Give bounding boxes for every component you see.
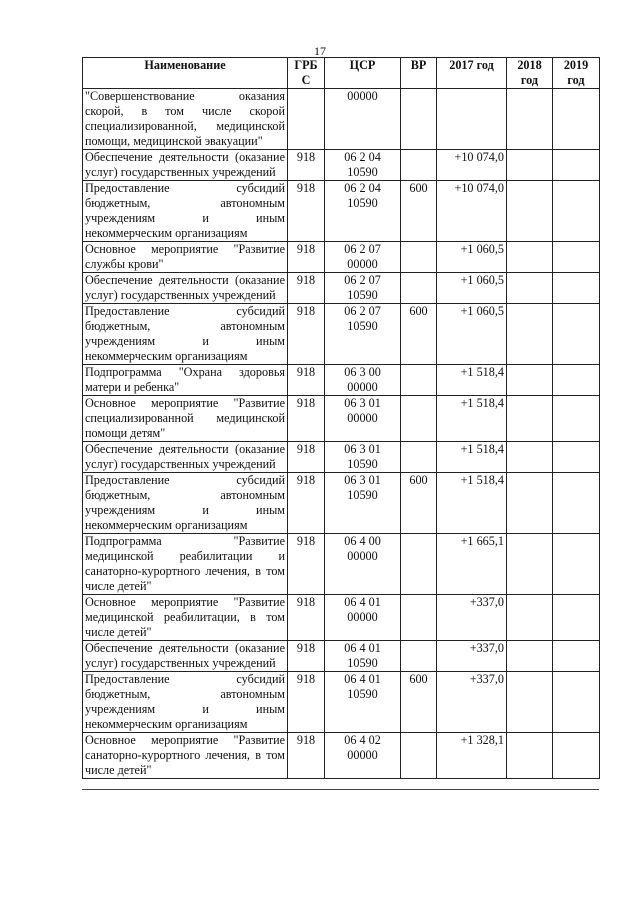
row-csr-line1: 06 4 01 [344, 672, 381, 686]
row-2017: +1 060,5 [437, 273, 507, 304]
header-vr: ВР [401, 58, 437, 89]
row-name: Обеспечение деятельности (оказание услуг) государственных учреждений [83, 442, 288, 473]
row-csr-line1: 06 3 01 [344, 396, 381, 410]
row-csr-line2: 00000 [347, 549, 378, 563]
row-csr [325, 733, 401, 779]
row-2018 [507, 365, 553, 396]
row-2018 [507, 304, 553, 365]
row-csr-line1: 06 2 07 [344, 304, 381, 318]
table-row [83, 396, 600, 442]
header-2019: 2019 год [553, 58, 600, 89]
row-csr-line2: 10590 [347, 196, 378, 210]
row-csr [325, 181, 401, 242]
row-grbs: 918 [288, 396, 325, 442]
row-2019 [553, 396, 600, 442]
row-name: Подпрограмма "Охрана здоровья матери и ребенка" [83, 365, 288, 396]
table-row [83, 273, 600, 304]
row-csr [325, 396, 401, 442]
table-body [83, 89, 600, 779]
table-row [83, 181, 600, 242]
row-vr: 600 [401, 672, 437, 733]
row-grbs: 918 [288, 365, 325, 396]
row-2018 [507, 442, 553, 473]
row-vr [401, 89, 437, 150]
row-csr-line2: 10590 [347, 319, 378, 333]
row-vr [401, 595, 437, 641]
row-csr-line2: 10590 [347, 288, 378, 302]
row-2017: +10 074,0 [437, 150, 507, 181]
row-2018 [507, 89, 553, 150]
row-grbs: 918 [288, 273, 325, 304]
row-grbs: 918 [288, 242, 325, 273]
row-2017: +1 518,4 [437, 473, 507, 534]
row-2018 [507, 473, 553, 534]
row-vr: 600 [401, 181, 437, 242]
row-vr [401, 641, 437, 672]
row-grbs: 918 [288, 641, 325, 672]
row-grbs: 918 [288, 534, 325, 595]
row-2017: +1 060,5 [437, 242, 507, 273]
row-vr: 600 [401, 304, 437, 365]
row-2018 [507, 641, 553, 672]
page-number: 17 [314, 44, 326, 58]
row-name: Обеспечение деятельности (оказание услуг) государственных учреждений [83, 273, 288, 304]
row-2018 [507, 273, 553, 304]
row-vr: 600 [401, 473, 437, 534]
row-2018 [507, 396, 553, 442]
row-csr-line2: 10590 [347, 488, 378, 502]
table-row [83, 150, 600, 181]
row-grbs: 918 [288, 442, 325, 473]
budget-table [82, 57, 600, 779]
row-csr [325, 150, 401, 181]
row-2019 [553, 273, 600, 304]
row-csr-line2: 10590 [347, 656, 378, 670]
row-name: Обеспечение деятельности (оказание услуг) государственных учреждений [83, 150, 288, 181]
row-csr [325, 89, 401, 150]
row-csr-line1: 06 2 04 [344, 150, 381, 164]
row-name: Основное мероприятие "Развитие службы крови" [83, 242, 288, 273]
row-csr-line2: 00000 [347, 748, 378, 762]
row-2019 [553, 89, 600, 150]
row-2019 [553, 181, 600, 242]
table-row [83, 304, 600, 365]
row-grbs: 918 [288, 181, 325, 242]
row-2019 [553, 672, 600, 733]
row-csr-line1: 06 3 01 [344, 473, 381, 487]
header-name: Наименование [83, 58, 288, 89]
row-grbs: 918 [288, 672, 325, 733]
row-grbs: 918 [288, 473, 325, 534]
row-csr-line2: 00000 [347, 257, 378, 271]
row-2018 [507, 672, 553, 733]
row-csr-line2: 10590 [347, 457, 378, 471]
table-header [83, 58, 600, 89]
row-name: Предоставление субсидий бюджетным, автономным учреждениям и иным некоммерческим организациям [83, 672, 288, 733]
row-csr [325, 242, 401, 273]
row-grbs: 918 [288, 150, 325, 181]
row-2018 [507, 595, 553, 641]
table-row [83, 733, 600, 779]
row-csr [325, 273, 401, 304]
row-csr-line1: 06 4 01 [344, 595, 381, 609]
row-name: Основное мероприятие "Развитие санаторно-курортного лечения, в том числе детей" [83, 733, 288, 779]
table-row [83, 473, 600, 534]
header-2017: 2017 год [437, 58, 507, 89]
row-2017 [437, 89, 507, 150]
row-csr-line2: 10590 [347, 687, 378, 701]
row-2018 [507, 733, 553, 779]
row-csr-line1: 06 4 01 [344, 641, 381, 655]
row-2019 [553, 304, 600, 365]
row-2017: +1 328,1 [437, 733, 507, 779]
row-vr [401, 733, 437, 779]
row-vr [401, 150, 437, 181]
table-row [83, 595, 600, 641]
row-name: Предоставление субсидий бюджетным, автономным учреждениям и иным некоммерческим организациям [83, 181, 288, 242]
row-2017: +1 518,4 [437, 442, 507, 473]
header-2018: 2018 год [507, 58, 553, 89]
row-name: Основное мероприятие "Развитие специализированной медицинской помощи детям" [83, 396, 288, 442]
row-2017: +10 074,0 [437, 181, 507, 242]
page-bottom-rule [82, 789, 599, 790]
row-csr [325, 442, 401, 473]
row-csr-line1: 06 4 00 [344, 534, 381, 548]
table-row [83, 89, 600, 150]
row-csr-line2: 10590 [347, 165, 378, 179]
row-2018 [507, 534, 553, 595]
row-2018 [507, 150, 553, 181]
table-row [83, 672, 600, 733]
row-csr [325, 595, 401, 641]
row-csr-line1: 06 2 04 [344, 181, 381, 195]
row-csr-line1: 06 2 07 [344, 273, 381, 287]
row-2019 [553, 595, 600, 641]
row-csr [325, 534, 401, 595]
row-csr [325, 672, 401, 733]
row-2019 [553, 534, 600, 595]
row-csr-line1: 00000 [347, 89, 378, 103]
row-csr [325, 641, 401, 672]
row-csr-line1: 06 2 07 [344, 242, 381, 256]
row-csr-line2: 00000 [347, 610, 378, 624]
row-vr [401, 442, 437, 473]
row-name: "Совершенствование оказания скорой, в том числе скорой специализированной, медицинской помощи, медицинской эвакуации" [83, 89, 288, 150]
row-csr [325, 304, 401, 365]
row-name: Предоставление субсидий бюджетным, автономным учреждениям и иным некоммерческим организациям [83, 473, 288, 534]
row-vr [401, 365, 437, 396]
row-csr [325, 365, 401, 396]
row-2017: +337,0 [437, 595, 507, 641]
row-vr [401, 534, 437, 595]
row-2017: +337,0 [437, 641, 507, 672]
row-grbs: 918 [288, 595, 325, 641]
row-csr-line1: 06 3 01 [344, 442, 381, 456]
row-2019 [553, 641, 600, 672]
row-csr-line1: 06 3 00 [344, 365, 381, 379]
header-grbs: ГРБ С [288, 58, 325, 89]
table-row [83, 365, 600, 396]
table-row [83, 442, 600, 473]
row-2017: +1 518,4 [437, 396, 507, 442]
row-2019 [553, 150, 600, 181]
row-2017: +337,0 [437, 672, 507, 733]
row-2017: +1 518,4 [437, 365, 507, 396]
row-grbs: 918 [288, 304, 325, 365]
row-csr-line2: 00000 [347, 411, 378, 425]
row-grbs [288, 89, 325, 150]
row-2019 [553, 733, 600, 779]
table-row [83, 534, 600, 595]
header-csr: ЦСР [325, 58, 401, 89]
row-2017: +1 665,1 [437, 534, 507, 595]
row-2019 [553, 242, 600, 273]
table-row [83, 242, 600, 273]
row-grbs: 918 [288, 733, 325, 779]
row-2019 [553, 442, 600, 473]
row-vr [401, 396, 437, 442]
row-name: Подпрограмма "Развитие медицинской реабилитации и санаторно-курортного лечения, в том числе детей" [83, 534, 288, 595]
row-vr [401, 273, 437, 304]
row-2019 [553, 365, 600, 396]
row-csr [325, 473, 401, 534]
row-2018 [507, 242, 553, 273]
row-2017: +1 060,5 [437, 304, 507, 365]
row-2018 [507, 181, 553, 242]
row-2019 [553, 473, 600, 534]
row-name: Предоставление субсидий бюджетным, автономным учреждениям и иным некоммерческим организациям [83, 304, 288, 365]
row-name: Обеспечение деятельности (оказание услуг) государственных учреждений [83, 641, 288, 672]
row-name: Основное мероприятие "Развитие медицинской реабилитации, в том числе детей" [83, 595, 288, 641]
row-csr-line2: 00000 [347, 380, 378, 394]
row-vr [401, 242, 437, 273]
row-csr-line1: 06 4 02 [344, 733, 381, 747]
table-row [83, 641, 600, 672]
